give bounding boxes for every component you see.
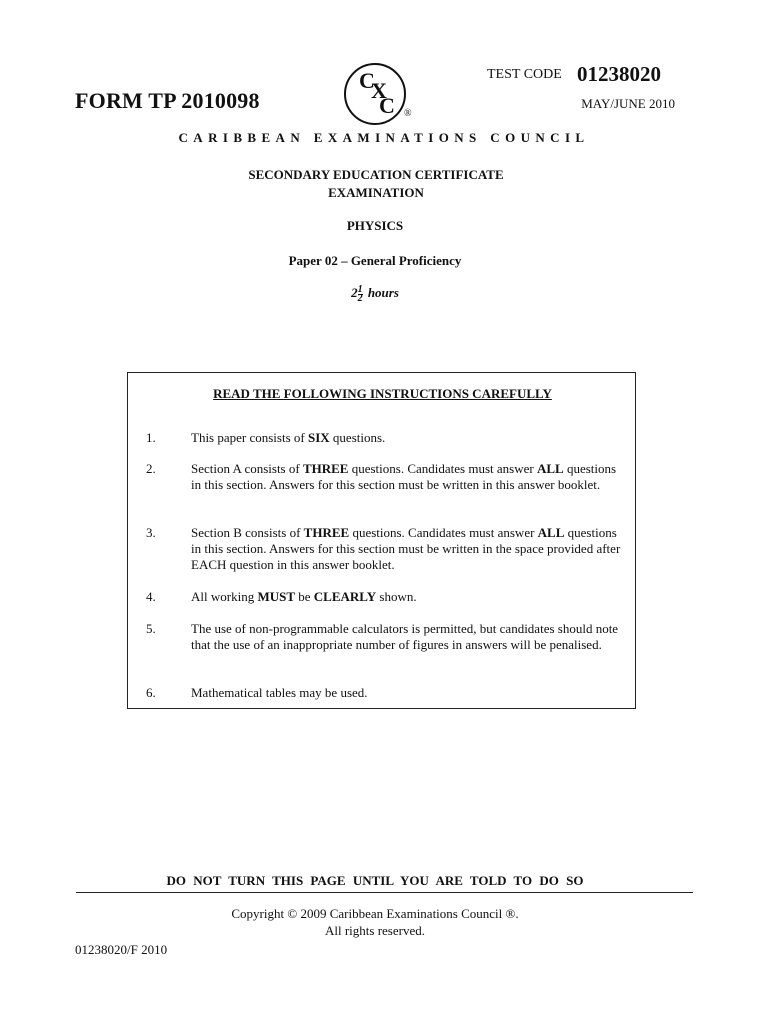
- instruction-emphasis: MUST: [257, 589, 296, 604]
- instruction-number: 6.: [146, 685, 156, 700]
- instructions-heading: READ THE FOLLOWING INSTRUCTIONS CAREFULLY: [213, 386, 552, 401]
- instruction-text-part: All working: [191, 589, 258, 604]
- instruction-text: [191, 685, 621, 701]
- duration-unit: hours: [367, 285, 399, 300]
- instruction-text-part: Section B consists of: [191, 525, 304, 540]
- copyright-notice: [0, 905, 750, 939]
- instruction-emphasis: ALL: [536, 461, 564, 476]
- paper-title: Paper 02 – General Proficiency: [288, 253, 462, 268]
- certificate-title: [0, 166, 752, 202]
- instructions-box: [127, 372, 636, 709]
- instruction-text-part: questions in this section. Answers for this section must be written in the space provided after EACH question in this answer booklet.: [191, 525, 621, 572]
- instruction-text-part: questions. Candidates must answer: [348, 461, 537, 476]
- instruction-number: 5.: [146, 621, 156, 636]
- instruction-emphasis: THREE: [302, 461, 349, 476]
- certificate-line-2: EXAMINATION: [328, 185, 424, 200]
- test-code-label: TEST CODE: [487, 67, 562, 82]
- logo-registered-mark: ®: [404, 108, 412, 119]
- instruction-emphasis: THREE: [303, 525, 350, 540]
- instruction-text-part: questions in this section. Answers for this section must be written in this answer booklet.: [191, 461, 617, 492]
- duration-denominator: 2: [357, 292, 363, 304]
- duration-fraction: [357, 283, 363, 304]
- instruction-text-part: This paper consists of: [191, 430, 308, 445]
- test-code-value: 01238020: [577, 62, 661, 86]
- do-not-turn-warning: DO NOT TURN THIS PAGE UNTIL YOU ARE TOLD TO DO SO: [166, 873, 584, 888]
- instruction-emphasis: SIX: [307, 430, 330, 445]
- instruction-text: [191, 525, 621, 573]
- instruction-text-part: questions.: [329, 430, 386, 445]
- instruction-text: [191, 430, 621, 446]
- logo-letter-c-bottom: C: [379, 93, 395, 118]
- instruction-text-part: Mathematical tables may be used.: [191, 685, 368, 700]
- copyright-line-2: All rights reserved.: [324, 923, 425, 938]
- instruction-emphasis: ALL: [537, 525, 565, 540]
- instruction-emphasis: CLEARLY: [313, 589, 377, 604]
- instruction-text-part: be: [295, 589, 314, 604]
- instruction-text-part: Section A consists of: [191, 461, 303, 476]
- instruction-number: 2.: [146, 461, 156, 476]
- duration-numerator: 1: [357, 283, 363, 295]
- instruction-text-part: shown.: [376, 589, 417, 604]
- logo-letter-x: X: [371, 78, 387, 103]
- instruction-number: 1.: [146, 430, 156, 445]
- duration-whole: 2: [351, 285, 358, 300]
- footer-code: 01238020/F 2010: [75, 942, 168, 957]
- council-name: CARIBBEAN EXAMINATIONS COUNCIL: [178, 130, 590, 145]
- instruction-text: [191, 461, 621, 493]
- instruction-text: [191, 621, 621, 653]
- copyright-line-1: Copyright © 2009 Caribbean Examinations Council ®.: [231, 906, 519, 921]
- logo-letter-c-top: C: [359, 68, 375, 93]
- divider-line: [76, 892, 693, 893]
- certificate-line-1: SECONDARY EDUCATION CERTIFICATE: [248, 167, 504, 182]
- instruction-number: 3.: [146, 525, 156, 540]
- instruction-text-part: The use of non-programmable calculators is permitted, but candidates should note that the use of an inappropriate number of figures in answers will be penalised.: [191, 621, 619, 652]
- exam-duration: [0, 285, 750, 303]
- cxc-logo: [341, 58, 421, 130]
- instruction-number: 4.: [146, 589, 156, 604]
- subject-title: PHYSICS: [346, 218, 404, 233]
- exam-session: MAY/JUNE 2010: [581, 96, 675, 111]
- instruction-text-part: questions. Candidates must answer: [349, 525, 538, 540]
- instruction-text: [191, 589, 621, 605]
- form-code: FORM TP 2010098: [75, 88, 260, 113]
